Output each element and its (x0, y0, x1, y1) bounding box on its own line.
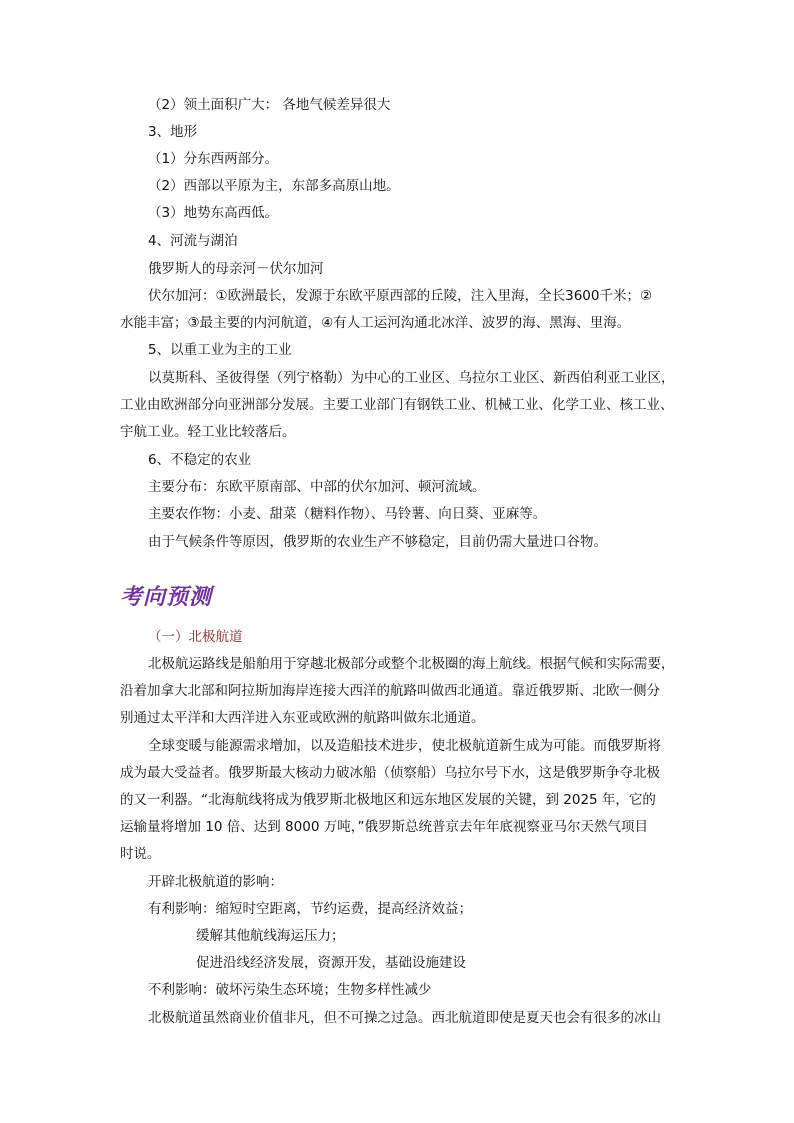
text-line: 以莫斯科、圣彼得堡（列宁格勒）为中心的工业区、乌拉尔工业区、新西伯利亚工业区， (148, 370, 675, 386)
text-line: 主要农作物：小麦、甜菜（糖料作物）、马铃薯、向日葵、亚麻等。 (148, 506, 547, 522)
text-line: 全球变暖与能源需求增加，以及造船技术进步，使北极航道新生成为可能。而俄罗斯将 (148, 738, 661, 754)
text-line: 俄罗斯人的母亲河－伏尔加河 (148, 261, 324, 277)
text-line: 开辟北极航道的影响： (148, 874, 283, 890)
text-line: 北极航道虽然商业价值非凡，但不可操之过急。西北航道即使是夏天也会有很多的冰山 (148, 1010, 661, 1026)
text-line: （2）西部以平原为主，东部多高原山地。 (148, 178, 400, 194)
text-line: 工业由欧洲部分向亚洲部分发展。主要工业部门有钢铁工业、机械工业、化学工业、核工业、 (120, 397, 674, 413)
text-line: （3）地势东高西低。 (148, 205, 279, 221)
heading-rivers: 4、河流与湖泊 (148, 233, 238, 249)
text-line: 别通过太平洋和大西洋进入东亚或欧洲的航路叫做东北通道。 (120, 710, 485, 726)
text-line: 时说。 (120, 846, 161, 862)
text-line: 促进沿线经济发展，资源开发，基础设施建设 (196, 955, 466, 971)
text-line: 有利影响：缩短时空距离，节约运费，提高经济效益； (148, 901, 472, 917)
text-line: 不利影响：破坏污染生态环境；生物多样性减少 (148, 982, 432, 998)
section-title: 考向预测 (120, 584, 213, 610)
text-line: （1）分东西两部分。 (148, 151, 279, 167)
heading-agriculture: 6、不稳定的农业 (148, 452, 252, 468)
heading-industry: 5、以重工业为主的工业 (148, 342, 292, 358)
text-line: 北极航运路线是船舶用于穿越北极部分或整个北极圈的海上航线。根据气候和实际需要， (148, 656, 675, 672)
text-line: 缓解其他航线海运压力； (196, 928, 345, 944)
text-line: 宇航工业。轻工业比较落后。 (120, 424, 296, 440)
text-line: 运输量将增加 10 倍、达到 8000 万吨，”俄罗斯总统普京去年年底视察亚马尔天然气项目 (120, 819, 648, 835)
text-line: 由于气候条件等原因，俄罗斯的农业生产不够稳定，目前仍需大量进口谷物。 (148, 534, 607, 550)
text-line: 沿着加拿大北部和阿拉斯加海岸连接大西洋的航路叫做西北通道。靠近俄罗斯、北欧一侧分 (120, 683, 660, 699)
subsection-title: （一）北极航道 (148, 629, 243, 645)
heading-terrain: 3、地形 (148, 124, 198, 140)
text-line: 成为最大受益者。俄罗斯最大核动力破冰船（侦察船）乌拉尔号下水，这是俄罗斯争夺北极 (120, 765, 660, 781)
text-line: 的又一利器。“北海航线将成为俄罗斯北极地区和远东地区发展的关键，到 2025 年，它的 (120, 792, 656, 808)
text-line: 主要分布：东欧平原南部、中部的伏尔加河、顿河流域。 (148, 479, 486, 495)
text-line: 水能丰富；③最主要的内河航道，④有人工运河沟通北冰洋、波罗的海、黑海、里海。 (120, 315, 631, 331)
text-line: （2）领土面积广大： 各地气候差异很大 (148, 97, 391, 113)
text-line: 伏尔加河：①欧洲最长，发源于东欧平原西部的丘陵，注入里海，全长3600千米；② (148, 288, 653, 304)
